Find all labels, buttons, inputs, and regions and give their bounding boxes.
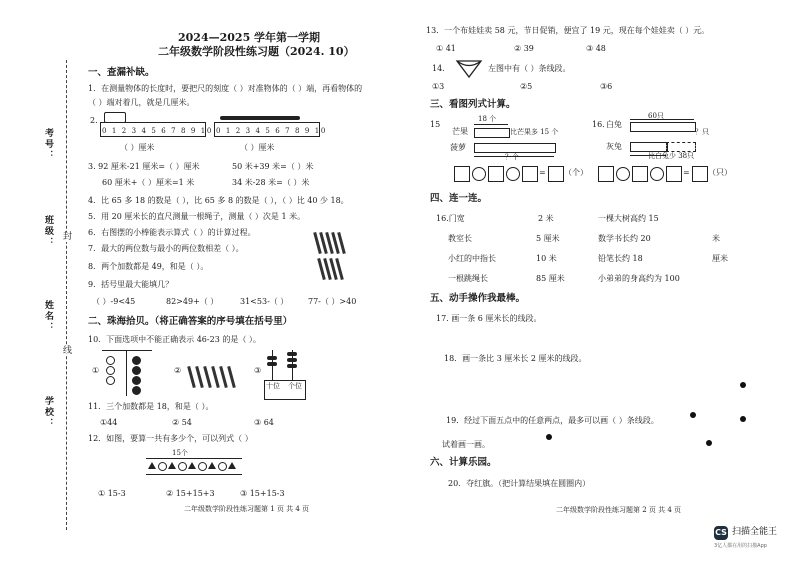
question-12: 12．如图，要算一共有多少个，可以列式（ ） [88, 434, 253, 443]
question-3a: 3. 92 厘米-21 厘米=（ ）厘米 [88, 162, 200, 171]
binding-dashed-line [66, 60, 67, 530]
match-left-1: 16.门宽 [436, 214, 465, 223]
white-rabbit-count: 60只 [648, 112, 664, 120]
question-3c: 60 厘米+（ ）厘米=1 米 [102, 178, 195, 187]
question-3b: 50 米+39 米=（ ）米 [232, 162, 314, 171]
question-9: 9．括号里最大能填几？ [88, 280, 174, 289]
section-6-heading: 六、计算乐园。 [430, 457, 497, 468]
question-14-number: 14. [432, 64, 445, 73]
q13-option-1: ① 41 [436, 44, 456, 53]
section-1-heading: 一、查漏补缺。 [88, 67, 155, 78]
answer-2a: （ ）厘米 [120, 143, 155, 152]
seal-mark: 封 [63, 232, 73, 242]
question-19: 19．经过下面五点中的任意两点，最多可以画（ ）条线段。 [446, 416, 659, 425]
match-right-3: 铅笔长约 18 [598, 254, 643, 263]
question-17: 17. 画一条 6 厘米长的线段。 [436, 314, 542, 323]
q11-option-2: ② 54 [172, 418, 192, 427]
exam-no-label: 考号： [43, 128, 53, 161]
match-mid-4: 85 厘米 [536, 274, 565, 283]
q10-option-1: ① [92, 366, 100, 375]
q15-question-mark: ？个 [505, 153, 519, 161]
q12-option-2: ② 15+15+3 [166, 489, 215, 498]
watermark-name: 扫描全能王 [732, 527, 778, 537]
q10-option-3: ③ [254, 366, 262, 375]
match-right-1: 一棵大树高约 15 [598, 214, 659, 223]
q12-count-label: 15个 [172, 449, 188, 457]
q13-option-2: ② 39 [514, 44, 534, 53]
q14-option-3: ③6 [600, 82, 613, 91]
match-mid-2: 5 厘米 [536, 234, 560, 243]
fan-figure [455, 58, 483, 80]
question-9a: （ ）-9<45 [92, 297, 136, 306]
match-unit-cm: 厘米 [712, 254, 728, 263]
class-label: 班级： [43, 215, 53, 248]
match-left-4: 一根跳绳长 [448, 274, 488, 283]
question-7: 7．最大的两位数与最小的两位数相差（ ）。 [88, 244, 244, 253]
answer-2b: （ ）厘米 [240, 143, 275, 152]
more-than-mango: 比芒果多 15 个 [510, 128, 559, 136]
section-4-heading: 四、连一连。 [430, 193, 488, 204]
question-19-try: 试着画一画。 [442, 440, 490, 449]
match-right-4: 小弟弟的身高约为 100 [598, 274, 680, 283]
question-8: 8．两个加数都是 49，和是（ ）。 [88, 262, 209, 271]
page-title: 二年级数学阶段性练习题（2024. 10） [158, 45, 355, 58]
section-3-heading: 三、看图列式计算。 [430, 99, 516, 110]
question-5: 5．用 20 厘米长的直尺测量一根绳子，测量（ ）次是 1 米。 [88, 212, 306, 221]
q11-option-1: ①44 [100, 418, 118, 427]
ruler-1-scale: 0 1 2 3 4 5 6 7 8 9 10 [102, 127, 213, 135]
section-5-heading: 五、动手操作我最棒。 [430, 293, 526, 304]
q12-option-3: ③ 15+15-3 [240, 489, 285, 498]
question-1: 1．在测量物体的长度时，要把尺的刻度（ ）对准物体的（ ）端，再看物体的 [88, 84, 363, 93]
question-9c: 31<53-（ ） [240, 297, 289, 306]
ruler-2-scale: 0 1 2 3 4 5 6 7 8 9 10 [216, 127, 327, 135]
question-16-number: 16. [592, 120, 605, 129]
question-13: 13．一个布娃娃卖 58 元，节日促销，便宜了 19 元，现在每个娃娃卖（ ）元。 [426, 26, 710, 35]
white-rabbit-label: 白兔 [606, 120, 622, 129]
question-20: 20．夺红旗。（把计算结果填在圆圈内） [448, 479, 591, 488]
abacus-tens-label: 十位 [266, 382, 280, 390]
question-14: 左图中有（ ）条线段。 [488, 64, 571, 73]
question-9d: 77-（ ）>40 [308, 297, 357, 306]
question-3d: 34 米-28 米=（ ）米 [232, 178, 310, 187]
page-2-footer: 二年级数学阶段性练习题第 2 页 共 4 页 [556, 506, 682, 514]
question-18: 18．画一条比 3 厘米长 2 厘米的线段。 [444, 354, 587, 363]
unit-zhi: （只） [708, 168, 732, 177]
question-10: 10．下面选项中不能正确表示 46-23 的是（ ）。 [88, 335, 261, 344]
q14-option-1: ①3 [432, 82, 445, 91]
question-11: 11．三个加数都是 18，和是（ ）。 [88, 402, 214, 411]
q14-option-2: ②5 [520, 82, 533, 91]
match-left-3: 小红的中指长 [448, 254, 496, 263]
line-mark: 线 [63, 346, 73, 356]
school-label: 学校： [43, 396, 53, 429]
gray-rabbit-label: 灰兔 [606, 142, 622, 151]
q11-option-3: ③ 64 [254, 418, 274, 427]
match-left-2: 教室长 [448, 234, 472, 243]
q13-option-3: ③ 48 [586, 44, 606, 53]
question-2-label: 2. [90, 116, 98, 125]
question-1-cont: （ ）端对着几，就是几厘米。 [88, 98, 195, 107]
name-label: 姓名： [43, 300, 53, 333]
school-year: 2024—2025 学年第一学期 [178, 31, 321, 44]
q16-question-mark: ？只 [695, 128, 709, 136]
section-2-heading: 二、珠海拾贝。（将正确答案的序号填在括号里） [88, 316, 293, 327]
q12-option-1: ① 15-3 [98, 489, 126, 498]
match-unit-m: 米 [712, 234, 720, 243]
abacus-ones-label: 个位 [288, 382, 302, 390]
question-9b: 82>49+（ ） [166, 297, 219, 306]
question-6: 6．右图摆的小棒能表示算式（ ）的计算过程。 [88, 228, 256, 237]
question-15-number: 15 [430, 120, 441, 129]
match-mid-3: 10 米 [536, 254, 557, 263]
page-1-footer: 二年级数学阶段性练习题第 1 页 共 4 页 [184, 505, 310, 513]
question-4: 4．比 65 多 18 的数是（ ），比 65 多 8 的数是（ ），（ ）比 40 少 18。 [88, 196, 349, 205]
match-mid-1: 2 米 [538, 214, 554, 223]
less-than-white: 比白兔少 38只 [648, 152, 695, 160]
pineapple-label: 菠萝 [450, 143, 466, 152]
unit-ge: （个） [564, 168, 588, 177]
camscanner-logo: CS [714, 526, 728, 540]
q10-option-2: ② [174, 366, 182, 375]
watermark-subtitle: 3亿人都在用的扫描App [714, 543, 767, 549]
match-right-2: 数学书长约 20 [598, 234, 651, 243]
mango-count: 18 个 [478, 115, 497, 123]
mango-label: 芒果 [452, 127, 468, 136]
